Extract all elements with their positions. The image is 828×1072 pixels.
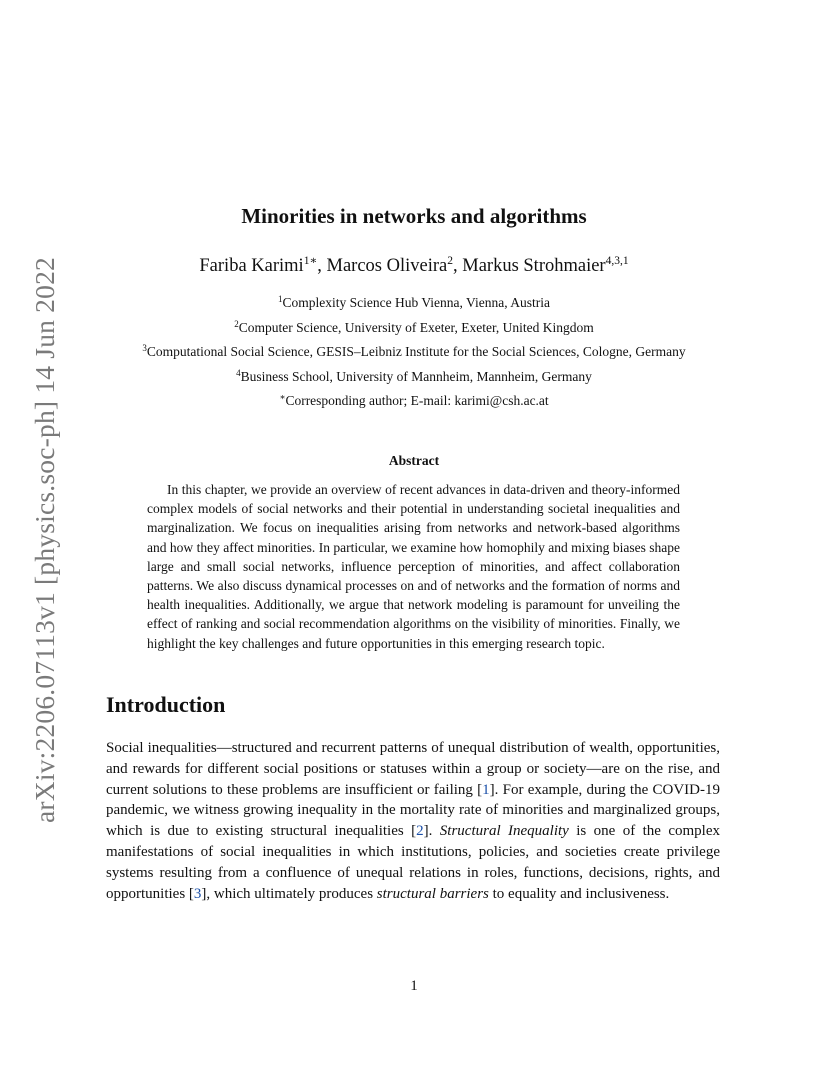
citation-link[interactable]: 3: [193, 885, 202, 902]
affiliation-text: Business School, University of Mannheim, Mannheim, Germany: [240, 369, 592, 384]
text-run: Social inequalities—structured and recurrent patterns of unequal distribution of wealth, opportunities, and rewards for different social positions or statuses within a group or society—are on the rise, and current solutions to these problems are insufficient or failing [: [106, 740, 720, 798]
author-affiliation-sup: 1∗: [303, 255, 318, 267]
corresponding-author-line: [0, 393, 828, 409]
affiliation-line: [0, 295, 828, 311]
affiliation-sup: 4: [236, 368, 241, 378]
author-affiliation-sup: 4,3,1: [605, 255, 629, 267]
author-name: Fariba Karimi: [199, 256, 304, 276]
abstract-body: [147, 480, 680, 653]
section-heading-introduction: Introduction: [106, 692, 226, 717]
citation-link[interactable]: 2: [416, 823, 424, 840]
introduction-body: [106, 738, 720, 904]
text-run: ]. For example, during the COVID-19 pandemic, we witness growing inequality in the mortality rate of minorities and marginalized groups, which is due to existing structural inequalities [: [106, 781, 720, 840]
author-list: Fariba Karimi$^{1∗}$, Marcos Oliveira$^2$, Markus Strohmaier$^{4,3,1}$: [199, 255, 629, 276]
affiliation-sup: 3: [142, 343, 147, 353]
text-run: is one of the complex manifestations of social inequalities in which institutions, policies, and societies create privilege systems resulting from a confluence of unequal relations in roles, functions, decisions, rights, and opportunities [: [106, 823, 721, 902]
affiliation-text: Computer Science, University of Exeter, Exeter, United Kingdom: [238, 320, 594, 335]
text-run: ], which ultimately produces: [201, 885, 377, 902]
page-number: 1: [410, 978, 418, 994]
arxiv-identifier-stamp[interactable]: arXiv:2206.07113v1 [physics.soc-ph] 14 Jun 2022: [29, 257, 60, 823]
abstract-heading: Abstract: [388, 453, 440, 468]
author-name: Marcos Oliveira: [326, 256, 448, 276]
affiliation-sup: 1: [278, 294, 283, 304]
text-run: to equality and inclusiveness.: [488, 885, 670, 902]
paper-title: Minorities in networks and algorithms: [241, 204, 587, 228]
affiliation-text: Computational Social Science, GESIS–Leibniz Institute for the Social Sciences, Cologne, Germany: [146, 344, 686, 359]
emphasis-term: structural barriers: [376, 885, 489, 902]
abstract-paragraph: In this chapter, we provide an overview of recent advances in data-driven and theory-informed complex models of social networks and their potential in understanding societal inequalities and marginalization. We focus on inequalities arising from networks and network-based algorithms and how they affect minorities. In particular, we examine how homophily and mixing biases shape large and small social networks, influence perception of minorities, and affect collaboration patterns. We also discuss dynamical processes on and of networks and the formation of norms and health inequalities. Additionally, we argue that network modeling is paramount for unveiling the effect of ranking and social recommendation algorithms on the visibility of minorities. Finally, we highlight the key challenges and future opportunities in this emerging research topic.: [147, 482, 680, 651]
affiliation-sup: ∗: [279, 392, 286, 402]
affiliation-line: [0, 369, 828, 385]
introduction-paragraph: [106, 738, 720, 904]
affiliation-line: [0, 344, 828, 360]
affiliation-sup: 2: [234, 319, 239, 329]
corresponding-author-text: Corresponding author; E-mail: karimi@csh.ac.at: [285, 393, 549, 408]
affiliation-text: Complexity Science Hub Vienna, Vienna, Austria: [282, 295, 550, 310]
text-run: ].: [423, 823, 440, 840]
author-name: Markus Strohmaier: [462, 256, 606, 276]
author-affiliation-sup: 2: [447, 255, 453, 267]
emphasis-term: Structural Inequality: [439, 823, 569, 840]
affiliation-line: [0, 320, 828, 336]
citation-link[interactable]: 1: [482, 781, 490, 798]
